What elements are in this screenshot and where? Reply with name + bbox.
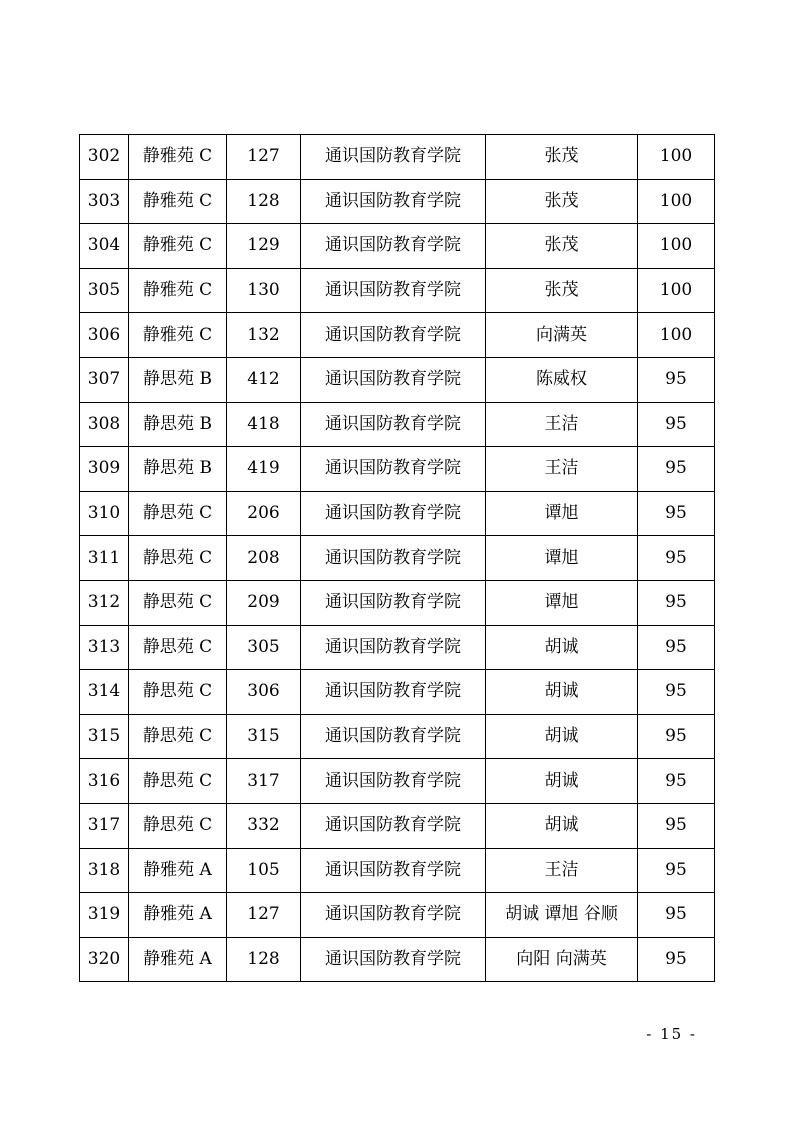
responsible-person-cell: 张茂: [486, 135, 638, 180]
college-cell: 通识国防教育学院: [301, 224, 486, 269]
score-cell: 95: [638, 714, 715, 759]
college-cell: 通识国防教育学院: [301, 491, 486, 536]
building-cell: 静思苑 B: [129, 447, 227, 492]
building-cell: 静雅苑 C: [129, 313, 227, 358]
table-row: [80, 670, 715, 715]
row-number-cell: 304: [80, 224, 129, 269]
row-number-cell: 302: [80, 135, 129, 180]
responsible-person-cell: 胡诚 谭旭 谷顺: [486, 893, 638, 938]
college-cell: 通识国防教育学院: [301, 714, 486, 759]
table-row: [80, 268, 715, 313]
responsible-person-cell: 胡诚: [486, 803, 638, 848]
table-row: [80, 937, 715, 982]
table-row: [80, 402, 715, 447]
responsible-person-cell: 谭旭: [486, 491, 638, 536]
college-cell: 通识国防教育学院: [301, 135, 486, 180]
table-row: [80, 893, 715, 938]
college-cell: 通识国防教育学院: [301, 447, 486, 492]
responsible-person-cell: 张茂: [486, 224, 638, 269]
score-cell: 95: [638, 580, 715, 625]
row-number-cell: 305: [80, 268, 129, 313]
building-cell: 静雅苑 C: [129, 135, 227, 180]
room-number-cell: 412: [227, 357, 301, 402]
building-cell: 静雅苑 C: [129, 224, 227, 269]
table-row: [80, 313, 715, 358]
building-cell: 静雅苑 C: [129, 268, 227, 313]
room-number-cell: 127: [227, 893, 301, 938]
room-number-cell: 206: [227, 491, 301, 536]
table-row: [80, 135, 715, 180]
room-number-cell: 127: [227, 135, 301, 180]
score-cell: 95: [638, 447, 715, 492]
table-row: [80, 224, 715, 269]
row-number-cell: 308: [80, 402, 129, 447]
college-cell: 通识国防教育学院: [301, 670, 486, 715]
college-cell: 通识国防教育学院: [301, 357, 486, 402]
table-row: [80, 536, 715, 581]
college-cell: 通识国防教育学院: [301, 536, 486, 581]
room-number-cell: 128: [227, 179, 301, 224]
college-cell: 通识国防教育学院: [301, 759, 486, 804]
room-number-cell: 128: [227, 937, 301, 982]
score-cell: 100: [638, 224, 715, 269]
score-cell: 100: [638, 313, 715, 358]
row-number-cell: 318: [80, 848, 129, 893]
responsible-person-cell: 胡诚: [486, 670, 638, 715]
score-cell: 100: [638, 179, 715, 224]
responsible-person-cell: 王洁: [486, 848, 638, 893]
building-cell: 静思苑 B: [129, 357, 227, 402]
college-cell: 通识国防教育学院: [301, 580, 486, 625]
score-cell: 95: [638, 402, 715, 447]
building-cell: 静雅苑 A: [129, 893, 227, 938]
responsible-person-cell: 陈威权: [486, 357, 638, 402]
row-number-cell: 306: [80, 313, 129, 358]
responsible-person-cell: 向阳 向满英: [486, 937, 638, 982]
table-row: [80, 447, 715, 492]
table-row: [80, 491, 715, 536]
responsible-person-cell: 王洁: [486, 402, 638, 447]
score-cell: 95: [638, 357, 715, 402]
room-number-cell: 306: [227, 670, 301, 715]
score-cell: 95: [638, 670, 715, 715]
room-number-cell: 129: [227, 224, 301, 269]
table-row: [80, 803, 715, 848]
row-number-cell: 316: [80, 759, 129, 804]
row-number-cell: 314: [80, 670, 129, 715]
score-cell: 95: [638, 848, 715, 893]
responsible-person-cell: 胡诚: [486, 759, 638, 804]
responsible-person-cell: 向满英: [486, 313, 638, 358]
row-number-cell: 309: [80, 447, 129, 492]
college-cell: 通识国防教育学院: [301, 268, 486, 313]
building-cell: 静思苑 C: [129, 714, 227, 759]
row-number-cell: 320: [80, 937, 129, 982]
building-cell: 静思苑 C: [129, 491, 227, 536]
building-cell: 静思苑 C: [129, 803, 227, 848]
building-cell: 静思苑 C: [129, 759, 227, 804]
responsible-person-cell: 胡诚: [486, 625, 638, 670]
building-cell: 静思苑 C: [129, 670, 227, 715]
table-row: [80, 714, 715, 759]
table-row: [80, 848, 715, 893]
room-number-cell: 418: [227, 402, 301, 447]
responsible-person-cell: 张茂: [486, 179, 638, 224]
room-number-cell: 105: [227, 848, 301, 893]
college-cell: 通识国防教育学院: [301, 848, 486, 893]
room-number-cell: 317: [227, 759, 301, 804]
college-cell: 通识国防教育学院: [301, 803, 486, 848]
room-number-cell: 419: [227, 447, 301, 492]
college-cell: 通识国防教育学院: [301, 937, 486, 982]
room-number-cell: 315: [227, 714, 301, 759]
college-cell: 通识国防教育学院: [301, 179, 486, 224]
building-cell: 静雅苑 A: [129, 937, 227, 982]
building-cell: 静思苑 C: [129, 625, 227, 670]
row-number-cell: 315: [80, 714, 129, 759]
room-number-cell: 130: [227, 268, 301, 313]
college-cell: 通识国防教育学院: [301, 402, 486, 447]
table-row: [80, 179, 715, 224]
row-number-cell: 303: [80, 179, 129, 224]
room-number-cell: 209: [227, 580, 301, 625]
score-cell: 100: [638, 135, 715, 180]
score-cell: 95: [638, 893, 715, 938]
row-number-cell: 317: [80, 803, 129, 848]
score-cell: 95: [638, 759, 715, 804]
responsible-person-cell: 谭旭: [486, 536, 638, 581]
room-number-cell: 132: [227, 313, 301, 358]
score-cell: 95: [638, 491, 715, 536]
responsible-person-cell: 谭旭: [486, 580, 638, 625]
college-cell: 通识国防教育学院: [301, 313, 486, 358]
building-cell: 静思苑 B: [129, 402, 227, 447]
room-number-cell: 305: [227, 625, 301, 670]
table-body: [80, 135, 715, 982]
building-cell: 静雅苑 A: [129, 848, 227, 893]
table-row: [80, 625, 715, 670]
building-cell: 静思苑 C: [129, 536, 227, 581]
score-cell: 95: [638, 536, 715, 581]
row-number-cell: 307: [80, 357, 129, 402]
row-number-cell: 313: [80, 625, 129, 670]
table-row: [80, 357, 715, 402]
responsible-person-cell: 胡诚: [486, 714, 638, 759]
row-number-cell: 310: [80, 491, 129, 536]
table-row: [80, 580, 715, 625]
table-row: [80, 759, 715, 804]
room-number-cell: 332: [227, 803, 301, 848]
responsible-person-cell: 张茂: [486, 268, 638, 313]
row-number-cell: 312: [80, 580, 129, 625]
row-number-cell: 319: [80, 893, 129, 938]
dormitory-score-table: [79, 134, 715, 982]
score-cell: 95: [638, 937, 715, 982]
responsible-person-cell: 王洁: [486, 447, 638, 492]
building-cell: 静思苑 C: [129, 580, 227, 625]
college-cell: 通识国防教育学院: [301, 625, 486, 670]
score-cell: 100: [638, 268, 715, 313]
page-number: - 15 -: [646, 1025, 697, 1043]
college-cell: 通识国防教育学院: [301, 893, 486, 938]
score-cell: 95: [638, 803, 715, 848]
building-cell: 静雅苑 C: [129, 179, 227, 224]
row-number-cell: 311: [80, 536, 129, 581]
room-number-cell: 208: [227, 536, 301, 581]
score-cell: 95: [638, 625, 715, 670]
